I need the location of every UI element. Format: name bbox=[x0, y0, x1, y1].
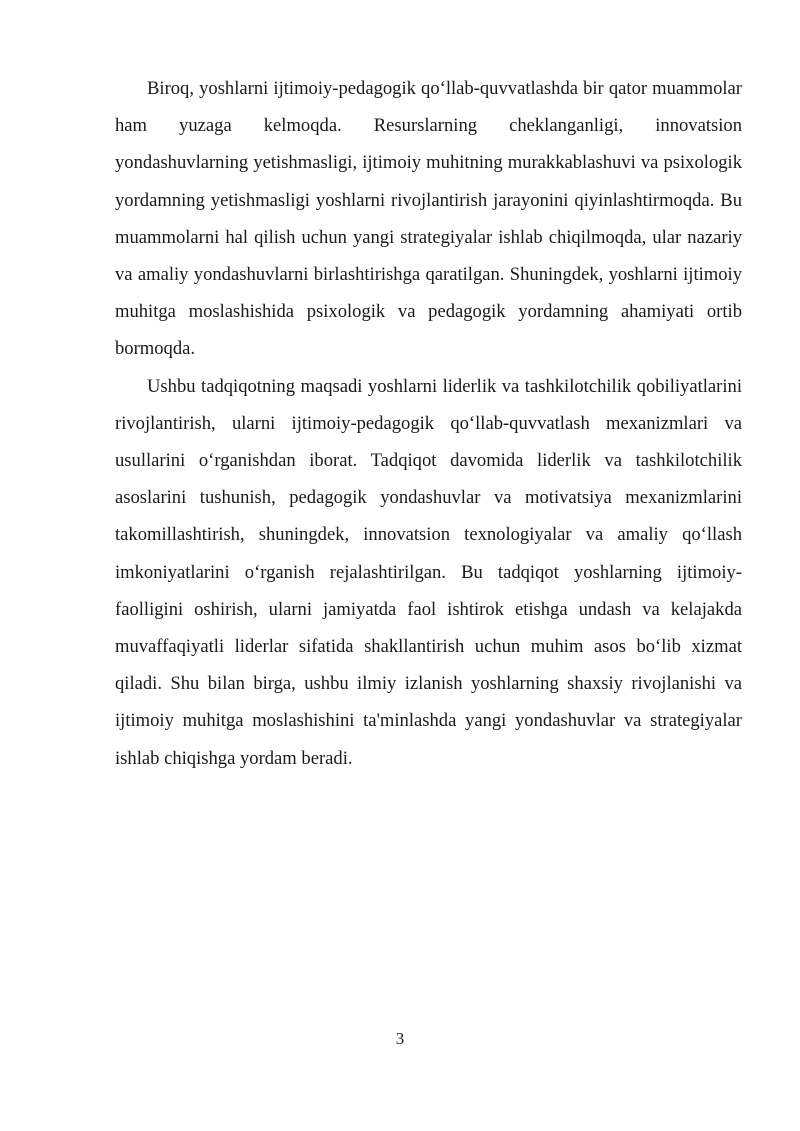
paragraph: Biroq, yoshlarni ijtimoiy-pedagogik qo‘llab-quvvatlashda bir qator muammolar ham yuzaga kelmoqda. Resurslarning cheklanganligi, innovatsion yondashuvlarning yetishmasligi, ijtimoiy muhitning murakkablashuvi va psixologik yordamning yetishmasligi yoshlarni rivojlantirish jarayonini qiyinlashtirmoqda. Bu muammolarni hal qilish uchun yangi strategiyalar ishlab chiqilmoqda, ular nazariy va amaliy yondashuvlarni birlashtirishga qaratilgan. Shuningdek, yoshlarni ijtimoiy muhitga moslashishida psixologik va pedagogik yordamning ahamiyati ortib bormoqda. bbox=[115, 78, 742, 360]
body-text bbox=[115, 70, 742, 777]
paragraph: Ushbu tadqiqotning maqsadi yoshlarni liderlik va tashkilotchilik qobiliyatlarini rivojlantirish, ularni ijtimoiy-pedagogik qo‘llab-quvvatlash mexanizmlari va usullarini o‘rganishdan iborat. Tadqiqot davomida liderlik va tashkilotchilik asoslarini tushunish, pedagogik yondashuvlar va motivatsiya mexanizmlarini takomillashtirish, shuningdek, innovatsion texnologiyalar va amaliy qo‘llash imkoniyatlarini o‘rganish rejalashtirilgan. Bu tadqiqot yoshlarning ijtimoiy-faolligini oshirish, ularni jamiyatda faol ishtirok etishga undash va kelajakda muvaffaqiyatli liderlar sifatida shakllantirish uchun muhim asos bo‘lib xizmat qiladi. Shu bilan birga, ushbu ilmiy izlanish yoshlarning shaxsiy rivojlanishi va ijtimoiy muhitga moslashishini ta'minlashda yangi yondashuvlar va strategiyalar ishlab chiqishga yordam beradi. bbox=[115, 375, 742, 769]
page-number: 3 bbox=[395, 1029, 405, 1048]
